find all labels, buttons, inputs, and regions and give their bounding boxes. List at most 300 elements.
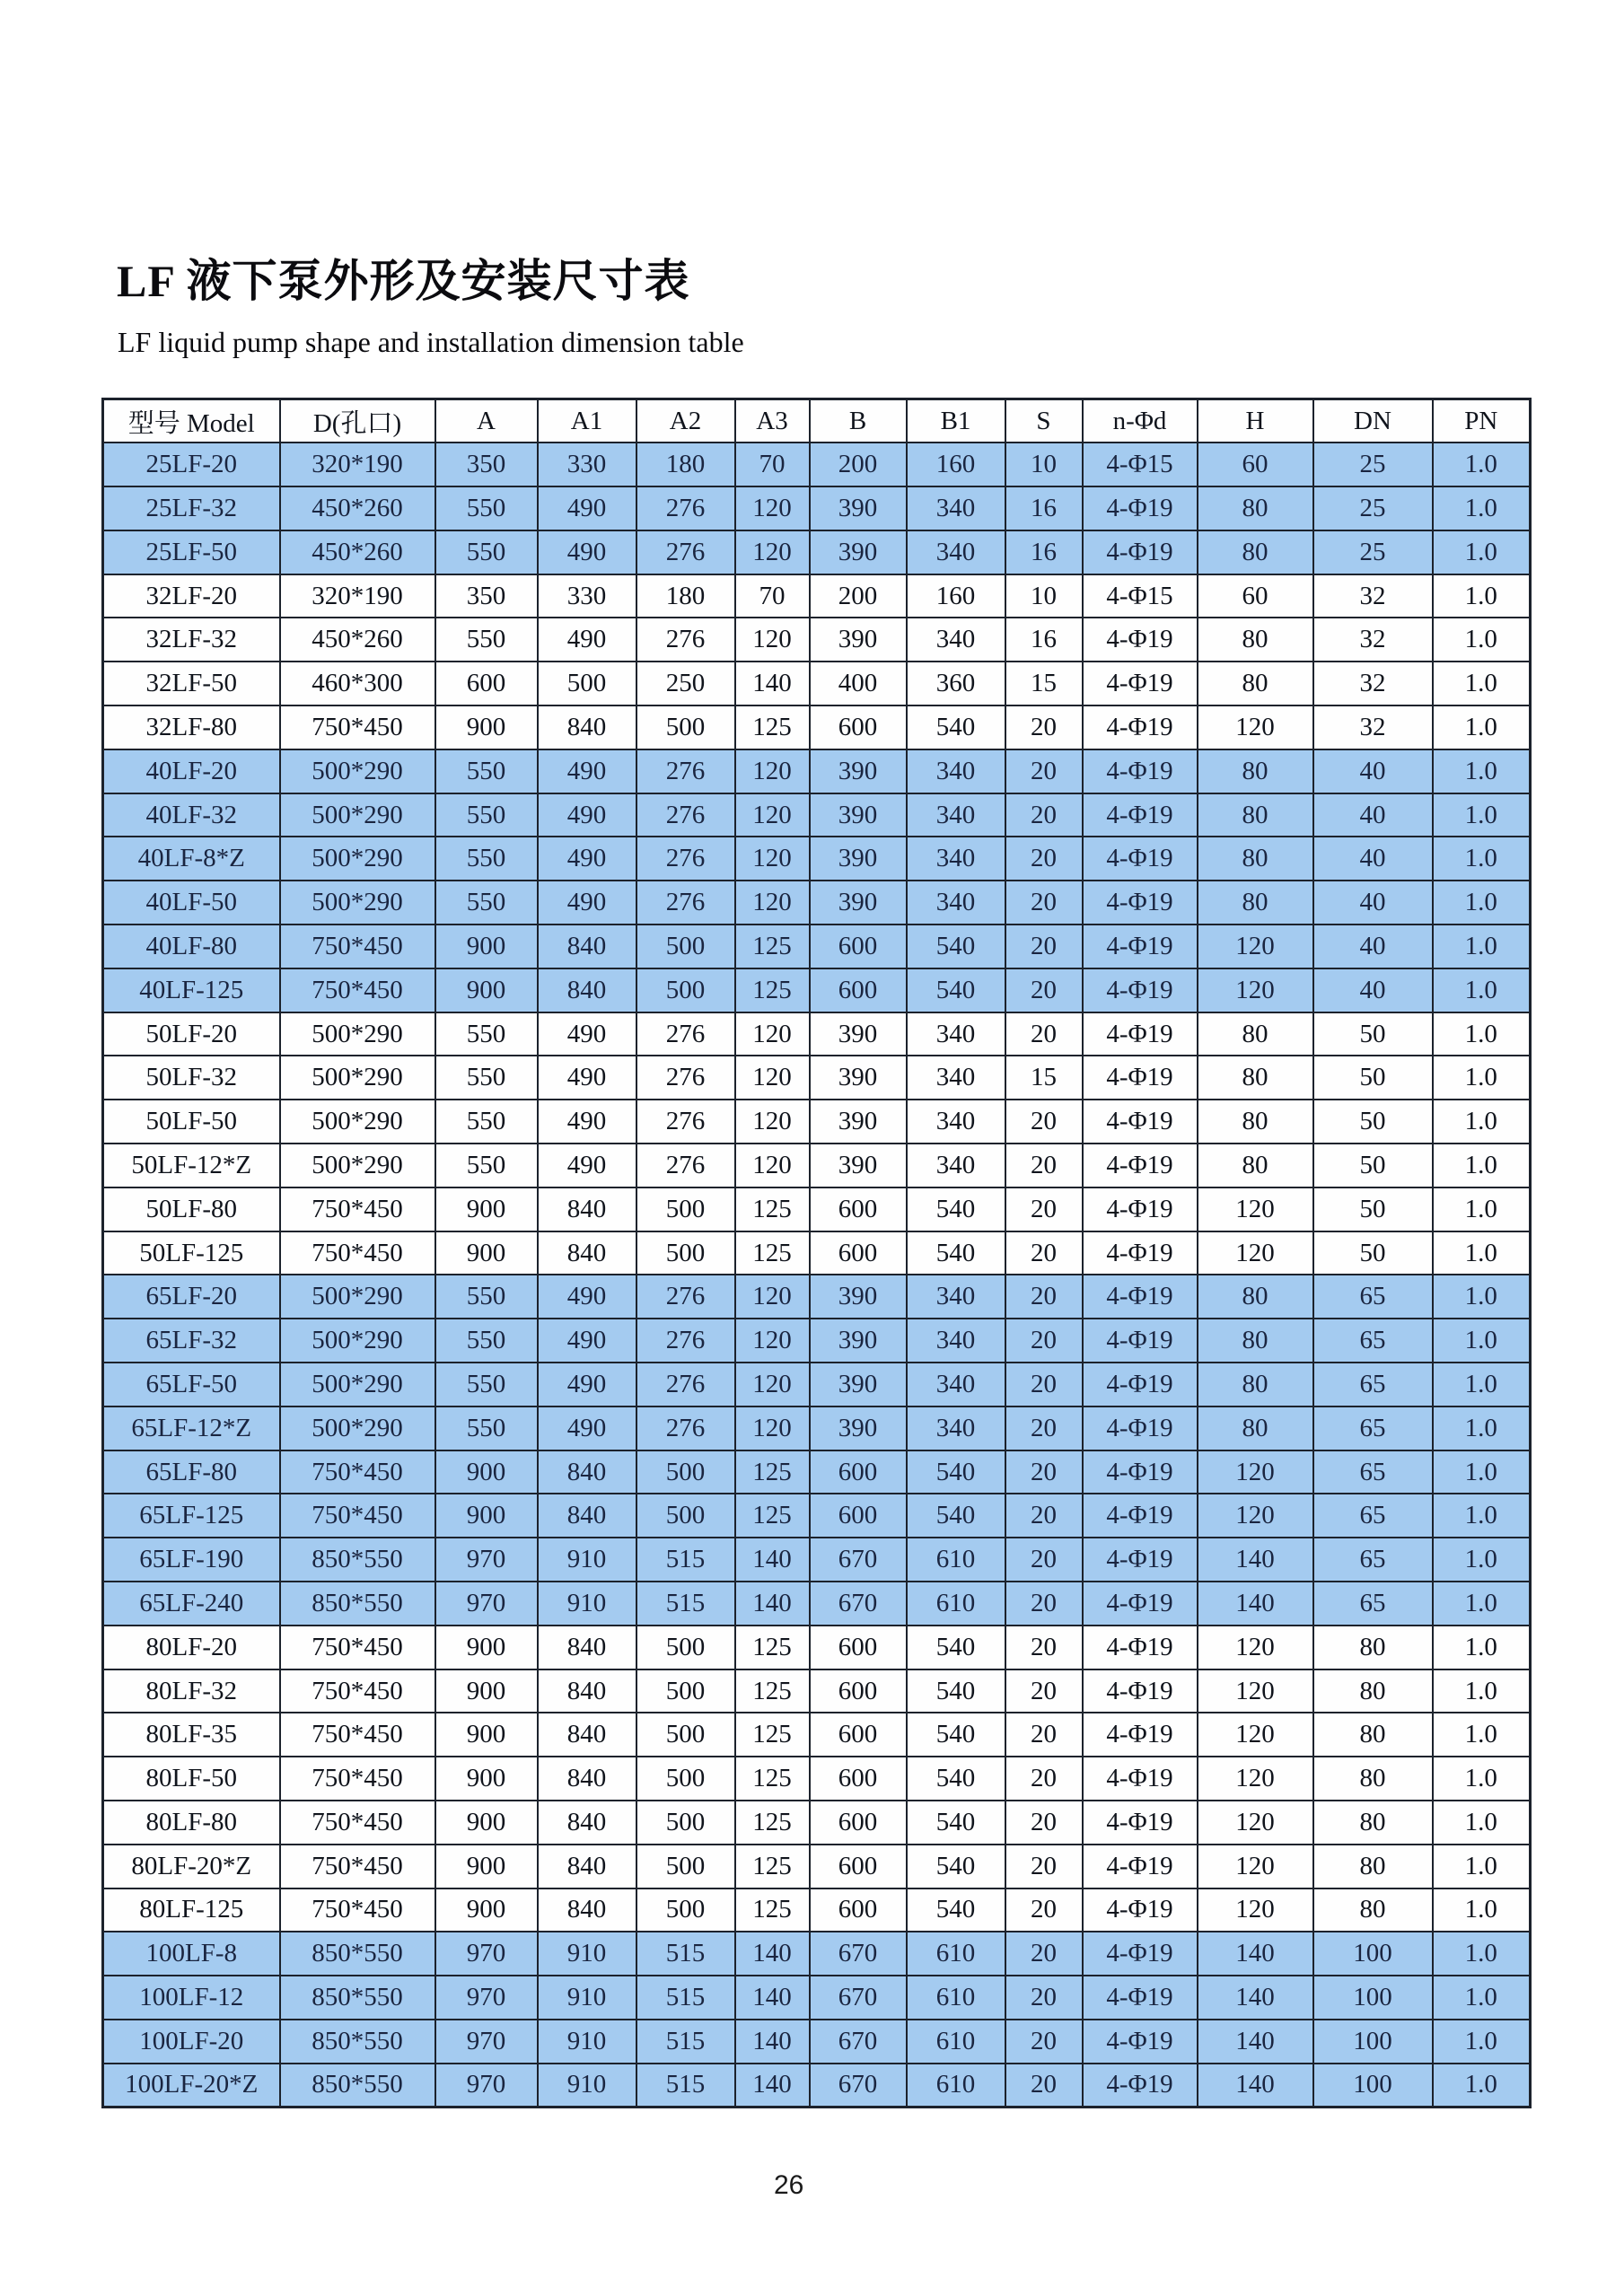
table-cell: 610 (907, 1976, 1005, 2020)
table-cell: 490 (538, 793, 636, 837)
table-cell: 500 (538, 662, 636, 705)
table-cell: 4-Φ15 (1083, 574, 1198, 618)
table-cell: 330 (538, 443, 636, 486)
table-cell: 65LF-80 (103, 1450, 280, 1494)
table-cell: 80 (1198, 1407, 1313, 1450)
table-cell: 25 (1313, 443, 1433, 486)
table-cell: 900 (435, 1889, 538, 1932)
table-cell: 80LF-125 (103, 1889, 280, 1932)
table-cell: 900 (435, 1669, 538, 1713)
table-cell: 20 (1005, 705, 1083, 749)
table-cell: 20 (1005, 1626, 1083, 1669)
table-cell: 850*550 (280, 1538, 435, 1582)
table-row (103, 1494, 1531, 1538)
column-header: B (810, 399, 907, 443)
table-cell: 970 (435, 1538, 538, 1582)
table-cell: 390 (810, 1144, 907, 1187)
table-cell: 900 (435, 925, 538, 968)
table-cell: 840 (538, 1757, 636, 1801)
table-cell: 1.0 (1433, 1144, 1531, 1187)
table-cell: 840 (538, 1231, 636, 1275)
table-cell: 850*550 (280, 1582, 435, 1626)
table-cell: 4-Φ19 (1083, 1757, 1198, 1801)
table-cell: 40LF-8*Z (103, 837, 280, 881)
table-cell: 1.0 (1433, 574, 1531, 618)
table-cell: 360 (907, 662, 1005, 705)
table-row (103, 1056, 1531, 1100)
table-cell: 125 (735, 705, 810, 749)
table-cell: 100 (1313, 2064, 1433, 2108)
table-cell: 4-Φ19 (1083, 1012, 1198, 1056)
table-cell: 540 (907, 1713, 1005, 1757)
table-cell: 340 (907, 1056, 1005, 1100)
table-cell: 500 (636, 1494, 735, 1538)
table-cell: 670 (810, 1976, 907, 2020)
table-cell: 250 (636, 662, 735, 705)
table-cell: 120 (735, 1363, 810, 1407)
table-cell: 4-Φ19 (1083, 881, 1198, 925)
table-cell: 65LF-50 (103, 1363, 280, 1407)
table-cell: 4-Φ19 (1083, 705, 1198, 749)
table-cell: 1.0 (1433, 530, 1531, 574)
table-cell: 550 (435, 793, 538, 837)
table-row (103, 1187, 1531, 1231)
table-cell: 50 (1313, 1187, 1433, 1231)
table-cell: 490 (538, 1407, 636, 1450)
table-cell: 840 (538, 1450, 636, 1494)
table-cell: 65 (1313, 1582, 1433, 1626)
table-cell: 4-Φ19 (1083, 2020, 1198, 2064)
table-cell: 550 (435, 749, 538, 793)
table-cell: 1.0 (1433, 1976, 1531, 2020)
table-row (103, 1845, 1531, 1889)
table-cell: 500 (636, 1757, 735, 1801)
table-cell: 276 (636, 1275, 735, 1319)
table-row (103, 1713, 1531, 1757)
table-row (103, 662, 1531, 705)
table-cell: 500 (636, 1713, 735, 1757)
table-cell: 4-Φ19 (1083, 1932, 1198, 1976)
table-cell: 20 (1005, 1582, 1083, 1626)
table-cell: 70 (735, 443, 810, 486)
table-cell: 490 (538, 1319, 636, 1363)
table-cell: 1.0 (1433, 1845, 1531, 1889)
table-cell: 600 (810, 1845, 907, 1889)
table-cell: 120 (735, 1056, 810, 1100)
table-header-row (103, 399, 1531, 443)
table-cell: 80LF-35 (103, 1713, 280, 1757)
table-cell: 340 (907, 1012, 1005, 1056)
table-cell: 340 (907, 1407, 1005, 1450)
table-cell: 340 (907, 530, 1005, 574)
table-cell: 80LF-50 (103, 1757, 280, 1801)
table-cell: 450*260 (280, 618, 435, 662)
table-cell: 16 (1005, 530, 1083, 574)
table-cell: 390 (810, 749, 907, 793)
page-number: 26 (774, 2170, 804, 2200)
table-cell: 276 (636, 1319, 735, 1363)
table-cell: 100 (1313, 2020, 1433, 2064)
table-cell: 390 (810, 837, 907, 881)
table-cell: 550 (435, 881, 538, 925)
table-cell: 1.0 (1433, 837, 1531, 881)
table-cell: 32LF-80 (103, 705, 280, 749)
table-cell: 450*260 (280, 530, 435, 574)
table-cell: 910 (538, 1538, 636, 1582)
table-cell: 4-Φ19 (1083, 925, 1198, 968)
table-cell: 32LF-50 (103, 662, 280, 705)
table-cell: 32LF-32 (103, 618, 280, 662)
table-cell: 390 (810, 1056, 907, 1100)
table-cell: 120 (1198, 1450, 1313, 1494)
table-cell: 20 (1005, 1100, 1083, 1144)
table-row (103, 1012, 1531, 1056)
table-cell: 540 (907, 705, 1005, 749)
table-cell: 500 (636, 1450, 735, 1494)
table-cell: 750*450 (280, 1757, 435, 1801)
table-cell: 490 (538, 1056, 636, 1100)
table-cell: 15 (1005, 662, 1083, 705)
table-cell: 125 (735, 1801, 810, 1845)
table-cell: 900 (435, 1713, 538, 1757)
table-cell: 540 (907, 1757, 1005, 1801)
table-cell: 140 (735, 2064, 810, 2108)
table-cell: 276 (636, 486, 735, 530)
table-cell: 970 (435, 1932, 538, 1976)
table-cell: 100LF-12 (103, 1976, 280, 2020)
table-cell: 65 (1313, 1407, 1433, 1450)
table-cell: 1.0 (1433, 793, 1531, 837)
table-cell: 4-Φ19 (1083, 1056, 1198, 1100)
table-cell: 125 (735, 968, 810, 1012)
table-cell: 500*290 (280, 1275, 435, 1319)
table-cell: 140 (1198, 1976, 1313, 2020)
table-cell: 120 (1198, 1757, 1313, 1801)
table-cell: 500*290 (280, 1319, 435, 1363)
table-cell: 125 (735, 1669, 810, 1713)
table-cell: 4-Φ19 (1083, 837, 1198, 881)
table-cell: 65 (1313, 1450, 1433, 1494)
table-row (103, 705, 1531, 749)
table-cell: 1.0 (1433, 1319, 1531, 1363)
table-cell: 140 (1198, 1932, 1313, 1976)
table-cell: 515 (636, 1582, 735, 1626)
table-cell: 1.0 (1433, 1932, 1531, 1976)
table-cell: 140 (735, 1538, 810, 1582)
table-cell: 4-Φ19 (1083, 749, 1198, 793)
table-cell: 840 (538, 1889, 636, 1932)
table-cell: 4-Φ19 (1083, 1669, 1198, 1713)
table-cell: 910 (538, 2064, 636, 2108)
table-cell: 140 (735, 1932, 810, 1976)
table-cell: 100 (1313, 1976, 1433, 2020)
table-cell: 80LF-20 (103, 1626, 280, 1669)
table-cell: 330 (538, 574, 636, 618)
table-cell: 550 (435, 1407, 538, 1450)
table-cell: 500*290 (280, 793, 435, 837)
table-cell: 80 (1198, 837, 1313, 881)
table-cell: 900 (435, 1845, 538, 1889)
table-cell: 390 (810, 1407, 907, 1450)
table-cell: 350 (435, 443, 538, 486)
table-cell: 600 (810, 1801, 907, 1845)
table-cell: 50LF-125 (103, 1231, 280, 1275)
table-cell: 80LF-20*Z (103, 1845, 280, 1889)
table-row (103, 1100, 1531, 1144)
table-cell: 540 (907, 1494, 1005, 1538)
table-cell: 910 (538, 1582, 636, 1626)
table-cell: 600 (810, 1889, 907, 1932)
table-cell: 125 (735, 925, 810, 968)
table-cell: 20 (1005, 2020, 1083, 2064)
table-cell: 340 (907, 618, 1005, 662)
table-cell: 1.0 (1433, 1889, 1531, 1932)
table-cell: 65 (1313, 1275, 1433, 1319)
table-cell: 600 (435, 662, 538, 705)
table-cell: 500*290 (280, 1100, 435, 1144)
table-cell: 515 (636, 1538, 735, 1582)
table-cell: 910 (538, 2020, 636, 2064)
table-cell: 120 (1198, 1801, 1313, 1845)
table-cell: 750*450 (280, 1669, 435, 1713)
table-cell: 1.0 (1433, 1407, 1531, 1450)
table-cell: 120 (1198, 925, 1313, 968)
table-cell: 16 (1005, 486, 1083, 530)
table-cell: 80 (1198, 793, 1313, 837)
table-cell: 550 (435, 530, 538, 574)
table-cell: 600 (810, 1187, 907, 1231)
table-cell: 540 (907, 968, 1005, 1012)
table-cell: 4-Φ19 (1083, 1494, 1198, 1538)
table-cell: 4-Φ19 (1083, 486, 1198, 530)
table-cell: 490 (538, 530, 636, 574)
table-cell: 20 (1005, 1889, 1083, 1932)
table-cell: 490 (538, 1012, 636, 1056)
table-cell: 750*450 (280, 1889, 435, 1932)
table-cell: 50 (1313, 1012, 1433, 1056)
table-cell: 515 (636, 1976, 735, 2020)
table-cell: 500 (636, 925, 735, 968)
table-row (103, 1976, 1531, 2020)
table-cell: 20 (1005, 1275, 1083, 1319)
table-cell: 80 (1198, 1012, 1313, 1056)
table-cell: 20 (1005, 1932, 1083, 1976)
table-cell: 1.0 (1433, 1582, 1531, 1626)
table-cell: 120 (735, 881, 810, 925)
table-cell: 600 (810, 1450, 907, 1494)
table-cell: 120 (735, 618, 810, 662)
table-cell: 550 (435, 837, 538, 881)
table-row (103, 1231, 1531, 1275)
table-cell: 515 (636, 2020, 735, 2064)
table-cell: 340 (907, 749, 1005, 793)
table-cell: 500 (636, 1187, 735, 1231)
table-cell: 276 (636, 530, 735, 574)
table-cell: 1.0 (1433, 1450, 1531, 1494)
table-cell: 1.0 (1433, 662, 1531, 705)
table-cell: 20 (1005, 1450, 1083, 1494)
table-cell: 340 (907, 486, 1005, 530)
table-cell: 125 (735, 1187, 810, 1231)
table-cell: 390 (810, 1275, 907, 1319)
table-cell: 500 (636, 1231, 735, 1275)
table-row (103, 1669, 1531, 1713)
table-cell: 200 (810, 443, 907, 486)
table-cell: 80 (1198, 618, 1313, 662)
table-cell: 490 (538, 749, 636, 793)
table-cell: 20 (1005, 1319, 1083, 1363)
table-cell: 390 (810, 1363, 907, 1407)
table-cell: 125 (735, 1889, 810, 1932)
table-cell: 900 (435, 1450, 538, 1494)
table-cell: 80 (1198, 530, 1313, 574)
table-cell: 120 (1198, 1669, 1313, 1713)
table-cell: 120 (735, 1407, 810, 1450)
table-cell: 40 (1313, 925, 1433, 968)
table-cell: 140 (735, 1582, 810, 1626)
table-cell: 390 (810, 1319, 907, 1363)
table-cell: 1.0 (1433, 1187, 1531, 1231)
table-cell: 10 (1005, 574, 1083, 618)
table-cell: 1.0 (1433, 1231, 1531, 1275)
table-cell: 4-Φ19 (1083, 1319, 1198, 1363)
table-cell: 180 (636, 443, 735, 486)
table-cell: 120 (1198, 1713, 1313, 1757)
table-cell: 4-Φ19 (1083, 1100, 1198, 1144)
table-cell: 80 (1313, 1713, 1433, 1757)
table-cell: 515 (636, 1932, 735, 1976)
table-cell: 750*450 (280, 1231, 435, 1275)
table-cell: 900 (435, 1494, 538, 1538)
table-cell: 80 (1198, 1319, 1313, 1363)
table-cell: 390 (810, 618, 907, 662)
table-cell: 550 (435, 1144, 538, 1187)
table-cell: 20 (1005, 2064, 1083, 2108)
table-cell: 120 (1198, 1187, 1313, 1231)
table-cell: 500 (636, 968, 735, 1012)
table-cell: 276 (636, 1100, 735, 1144)
table-cell: 500*290 (280, 1363, 435, 1407)
table-cell: 1.0 (1433, 1538, 1531, 1582)
table-row (103, 1757, 1531, 1801)
table-cell: 100LF-20 (103, 2020, 280, 2064)
table-cell: 20 (1005, 968, 1083, 1012)
table-cell: 490 (538, 1100, 636, 1144)
dimension-table (101, 398, 1532, 2108)
table-cell: 20 (1005, 1363, 1083, 1407)
table-cell: 32LF-20 (103, 574, 280, 618)
table-cell: 276 (636, 749, 735, 793)
table-cell: 20 (1005, 1231, 1083, 1275)
table-cell: 16 (1005, 618, 1083, 662)
table-row (103, 1275, 1531, 1319)
table-cell: 1.0 (1433, 2020, 1531, 2064)
table-cell: 1.0 (1433, 968, 1531, 1012)
table-cell: 50 (1313, 1144, 1433, 1187)
column-header: A (435, 399, 538, 443)
table-cell: 20 (1005, 1845, 1083, 1889)
table-cell: 140 (1198, 1538, 1313, 1582)
table-cell: 900 (435, 1801, 538, 1845)
table-cell: 1.0 (1433, 1757, 1531, 1801)
table-cell: 340 (907, 1100, 1005, 1144)
table-cell: 120 (735, 1275, 810, 1319)
table-cell: 390 (810, 530, 907, 574)
table-cell: 20 (1005, 925, 1083, 968)
table-cell: 25 (1313, 530, 1433, 574)
table-cell: 600 (810, 1231, 907, 1275)
table-cell: 340 (907, 1363, 1005, 1407)
table-cell: 40 (1313, 837, 1433, 881)
table-cell: 540 (907, 1845, 1005, 1889)
table-cell: 65LF-20 (103, 1275, 280, 1319)
table-row (103, 486, 1531, 530)
table-cell: 120 (1198, 705, 1313, 749)
table-cell: 80 (1313, 1889, 1433, 1932)
table-row (103, 1144, 1531, 1187)
table-cell: 1.0 (1433, 1012, 1531, 1056)
table-cell: 670 (810, 1582, 907, 1626)
table-row (103, 925, 1531, 968)
table-cell: 276 (636, 1407, 735, 1450)
table-cell: 670 (810, 2064, 907, 2108)
table-cell: 140 (735, 2020, 810, 2064)
table-cell: 750*450 (280, 1187, 435, 1231)
table-cell: 490 (538, 881, 636, 925)
table-cell: 400 (810, 662, 907, 705)
table-row (103, 749, 1531, 793)
table-cell: 840 (538, 705, 636, 749)
column-header: D(孔口) (280, 399, 435, 443)
table-cell: 840 (538, 1494, 636, 1538)
table-cell: 20 (1005, 1538, 1083, 1582)
table-cell: 540 (907, 1231, 1005, 1275)
table-cell: 50LF-50 (103, 1100, 280, 1144)
table-cell: 900 (435, 1187, 538, 1231)
table-cell: 80 (1198, 486, 1313, 530)
table-row (103, 881, 1531, 925)
table-cell: 4-Φ15 (1083, 443, 1198, 486)
table-cell: 1.0 (1433, 2064, 1531, 2108)
table-cell: 4-Φ19 (1083, 1845, 1198, 1889)
table-cell: 750*450 (280, 1845, 435, 1889)
table-cell: 4-Φ19 (1083, 1363, 1198, 1407)
table-cell: 60 (1198, 574, 1313, 618)
table-cell: 550 (435, 486, 538, 530)
column-header: DN (1313, 399, 1433, 443)
table-cell: 80LF-80 (103, 1801, 280, 1845)
table-cell: 540 (907, 1187, 1005, 1231)
table-cell: 160 (907, 443, 1005, 486)
table-cell: 850*550 (280, 2020, 435, 2064)
table-cell: 600 (810, 1494, 907, 1538)
table-cell: 80 (1313, 1801, 1433, 1845)
table-cell: 1.0 (1433, 705, 1531, 749)
table-cell: 550 (435, 1012, 538, 1056)
table-cell: 1.0 (1433, 1100, 1531, 1144)
table-cell: 900 (435, 705, 538, 749)
table-cell: 125 (735, 1231, 810, 1275)
table-cell: 120 (735, 1319, 810, 1363)
table-cell: 4-Φ19 (1083, 1144, 1198, 1187)
table-cell: 140 (1198, 2064, 1313, 2108)
table-cell: 610 (907, 1932, 1005, 1976)
table-cell: 80 (1198, 1100, 1313, 1144)
table-cell: 750*450 (280, 925, 435, 968)
table-cell: 120 (735, 530, 810, 574)
table-cell: 390 (810, 1100, 907, 1144)
table-cell: 970 (435, 1582, 538, 1626)
